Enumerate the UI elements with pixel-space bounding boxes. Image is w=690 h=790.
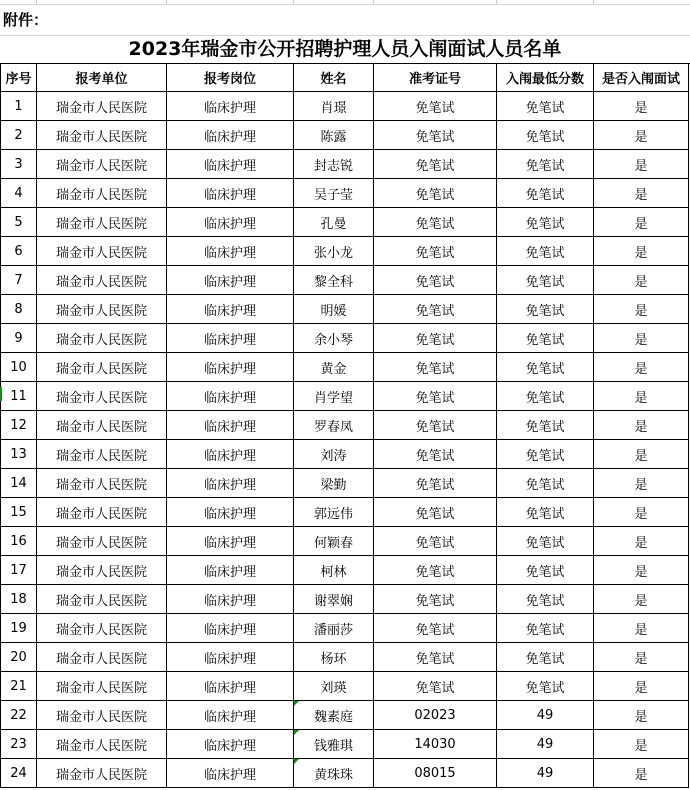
cell-unit[interactable]: 瑞金市人民医院 xyxy=(37,382,167,411)
cell-index[interactable]: 3 xyxy=(1,150,37,179)
cell-index[interactable]: 5 xyxy=(1,208,37,237)
cell-position[interactable]: 临床护理 xyxy=(167,382,294,411)
cell-unit[interactable]: 瑞金市人民医院 xyxy=(37,208,167,237)
cell-shortlisted[interactable]: 是 xyxy=(594,701,689,730)
cell-name[interactable]: 余小琴 xyxy=(294,324,374,353)
cell-unit[interactable]: 瑞金市人民医院 xyxy=(37,411,167,440)
cell-name[interactable]: 肖学望 xyxy=(294,382,374,411)
cell-min-score[interactable]: 免笔试 xyxy=(497,266,594,295)
table-row xyxy=(1,121,689,150)
cell-exam-number[interactable]: 14030 xyxy=(374,730,497,759)
cell-position[interactable]: 临床护理 xyxy=(167,440,294,469)
table-row xyxy=(1,498,689,527)
cell-shortlisted[interactable]: 是 xyxy=(594,266,689,295)
cell-position[interactable]: 临床护理 xyxy=(167,672,294,701)
cell-index[interactable]: 11 xyxy=(1,382,37,411)
table-row xyxy=(1,643,689,672)
cell-exam-number[interactable]: 免笔试 xyxy=(374,150,497,179)
cell-shortlisted[interactable]: 是 xyxy=(594,759,689,788)
cell-name[interactable]: 郭远伟 xyxy=(294,498,374,527)
cell-index[interactable]: 18 xyxy=(1,585,37,614)
table-row xyxy=(1,150,689,179)
cell-min-score[interactable]: 免笔试 xyxy=(497,672,594,701)
cell-exam-number[interactable]: 免笔试 xyxy=(374,469,497,498)
cell-position[interactable]: 临床护理 xyxy=(167,527,294,556)
cell-index[interactable]: 9 xyxy=(1,324,37,353)
cell-name[interactable]: 刘瑛 xyxy=(294,672,374,701)
attachment-row[interactable] xyxy=(0,5,690,36)
cell-exam-number[interactable]: 免笔试 xyxy=(374,208,497,237)
cell-position[interactable]: 临床护理 xyxy=(167,324,294,353)
cell-shortlisted[interactable]: 是 xyxy=(594,237,689,266)
column-header-shortlisted[interactable]: 是否入闱面试 xyxy=(594,64,689,92)
cell-name[interactable]: 封志锐 xyxy=(294,150,374,179)
column-header-min-score[interactable]: 入闱最低分数 xyxy=(497,64,594,92)
cell-unit[interactable]: 瑞金市人民医院 xyxy=(37,614,167,643)
cell-name[interactable]: 柯林 xyxy=(294,556,374,585)
cell-min-score[interactable]: 免笔试 xyxy=(497,411,594,440)
cell-unit[interactable]: 瑞金市人民医院 xyxy=(37,121,167,150)
cell-unit[interactable]: 瑞金市人民医院 xyxy=(37,324,167,353)
cell-shortlisted[interactable]: 是 xyxy=(594,295,689,324)
cell-shortlisted[interactable]: 是 xyxy=(594,469,689,498)
cell-min-score[interactable]: 免笔试 xyxy=(497,324,594,353)
cell-name[interactable]: 潘丽莎 xyxy=(294,614,374,643)
cell-shortlisted[interactable]: 是 xyxy=(594,643,689,672)
cell-exam-number[interactable]: 免笔试 xyxy=(374,585,497,614)
cell-min-score[interactable]: 免笔试 xyxy=(497,585,594,614)
cell-unit[interactable]: 瑞金市人民医院 xyxy=(37,92,167,121)
cell-exam-number[interactable]: 免笔试 xyxy=(374,324,497,353)
cell-min-score[interactable]: 免笔试 xyxy=(497,527,594,556)
cell-position[interactable]: 临床护理 xyxy=(167,266,294,295)
column-header-exam-number[interactable]: 准考证号 xyxy=(374,64,497,92)
cell-exam-number[interactable]: 免笔试 xyxy=(374,179,497,208)
cell-min-score[interactable]: 免笔试 xyxy=(497,121,594,150)
cell-unit[interactable]: 瑞金市人民医院 xyxy=(37,585,167,614)
cell-exam-number[interactable]: 免笔试 xyxy=(374,92,497,121)
cell-unit[interactable]: 瑞金市人民医院 xyxy=(37,672,167,701)
cell-index[interactable]: 22 xyxy=(1,701,37,730)
cell-shortlisted[interactable]: 是 xyxy=(594,440,689,469)
table-row xyxy=(1,208,689,237)
cell-unit[interactable]: 瑞金市人民医院 xyxy=(37,150,167,179)
cell-unit[interactable]: 瑞金市人民医院 xyxy=(37,527,167,556)
cell-min-score[interactable]: 免笔试 xyxy=(497,382,594,411)
cell-min-score[interactable]: 免笔试 xyxy=(497,150,594,179)
cell-name[interactable]: 魏素庭 xyxy=(294,701,374,730)
cell-index[interactable]: 7 xyxy=(1,266,37,295)
table-row xyxy=(1,759,689,788)
cell-name[interactable]: 刘涛 xyxy=(294,440,374,469)
cell-exam-number[interactable]: 免笔试 xyxy=(374,672,497,701)
cell-min-score[interactable]: 免笔试 xyxy=(497,614,594,643)
column-header-unit[interactable]: 报考单位 xyxy=(37,64,167,92)
cell-min-score[interactable]: 免笔试 xyxy=(497,208,594,237)
cell-unit[interactable]: 瑞金市人民医院 xyxy=(37,353,167,382)
cell-exam-number[interactable]: 免笔试 xyxy=(374,614,497,643)
cell-index[interactable]: 10 xyxy=(1,353,37,382)
cell-index[interactable]: 4 xyxy=(1,179,37,208)
cell-min-score[interactable]: 免笔试 xyxy=(497,643,594,672)
cell-unit[interactable]: 瑞金市人民医院 xyxy=(37,498,167,527)
cell-exam-number[interactable]: 免笔试 xyxy=(374,527,497,556)
table-row xyxy=(1,237,689,266)
cell-exam-number[interactable]: 免笔试 xyxy=(374,498,497,527)
cell-exam-number[interactable]: 免笔试 xyxy=(374,266,497,295)
cell-name[interactable]: 黄珠珠 xyxy=(294,759,374,788)
cell-min-score[interactable]: 免笔试 xyxy=(497,295,594,324)
cell-position[interactable]: 临床护理 xyxy=(167,498,294,527)
candidate-table xyxy=(0,63,689,788)
table-row xyxy=(1,179,689,208)
column-header-name[interactable]: 姓名 xyxy=(294,64,374,92)
cell-shortlisted[interactable]: 是 xyxy=(594,411,689,440)
table-row xyxy=(1,92,689,121)
cell-min-score[interactable]: 49 xyxy=(497,759,594,788)
cell-shortlisted[interactable]: 是 xyxy=(594,672,689,701)
cell-index[interactable]: 6 xyxy=(1,237,37,266)
cell-name[interactable]: 陈露 xyxy=(294,121,374,150)
cell-exam-number[interactable]: 免笔试 xyxy=(374,440,497,469)
cell-position[interactable]: 临床护理 xyxy=(167,585,294,614)
cell-shortlisted[interactable]: 是 xyxy=(594,614,689,643)
cell-position[interactable]: 临床护理 xyxy=(167,179,294,208)
table-row xyxy=(1,266,689,295)
cell-shortlisted[interactable]: 是 xyxy=(594,585,689,614)
cell-unit[interactable]: 瑞金市人民医院 xyxy=(37,237,167,266)
cell-exam-number[interactable]: 免笔试 xyxy=(374,411,497,440)
cell-name[interactable]: 谢翠娴 xyxy=(294,585,374,614)
cell-shortlisted[interactable]: 是 xyxy=(594,121,689,150)
cell-name[interactable]: 肖璟 xyxy=(294,92,374,121)
cell-min-score[interactable]: 免笔试 xyxy=(497,179,594,208)
cell-name[interactable]: 张小龙 xyxy=(294,237,374,266)
cell-name[interactable]: 黄金 xyxy=(294,353,374,382)
cell-shortlisted[interactable]: 是 xyxy=(594,208,689,237)
cell-shortlisted[interactable]: 是 xyxy=(594,498,689,527)
cell-min-score[interactable]: 49 xyxy=(497,730,594,759)
header-row xyxy=(1,64,689,92)
cell-shortlisted[interactable]: 是 xyxy=(594,556,689,585)
cell-position[interactable]: 临床护理 xyxy=(167,614,294,643)
cell-exam-number[interactable]: 免笔试 xyxy=(374,643,497,672)
cell-shortlisted[interactable]: 是 xyxy=(594,92,689,121)
cell-exam-number[interactable]: 免笔试 xyxy=(374,353,497,382)
cell-exam-number[interactable]: 免笔试 xyxy=(374,121,497,150)
cell-shortlisted[interactable]: 是 xyxy=(594,150,689,179)
table-row xyxy=(1,469,689,498)
table-row xyxy=(1,527,689,556)
cell-min-score[interactable]: 免笔试 xyxy=(497,92,594,121)
table-row xyxy=(1,614,689,643)
table-row xyxy=(1,730,689,759)
cell-shortlisted[interactable]: 是 xyxy=(594,324,689,353)
column-header-position[interactable]: 报考岗位 xyxy=(167,64,294,92)
cell-index[interactable]: 2 xyxy=(1,121,37,150)
cell-unit[interactable]: 瑞金市人民医院 xyxy=(37,556,167,585)
cell-unit[interactable]: 瑞金市人民医院 xyxy=(37,759,167,788)
table-row xyxy=(1,382,689,411)
cell-shortlisted[interactable]: 是 xyxy=(594,527,689,556)
table-row xyxy=(1,672,689,701)
cell-index[interactable]: 21 xyxy=(1,672,37,701)
table-row xyxy=(1,440,689,469)
cell-exam-number[interactable]: 08015 xyxy=(374,759,497,788)
cell-exam-number[interactable]: 免笔试 xyxy=(374,556,497,585)
row-edge-marker xyxy=(0,387,2,401)
cell-name[interactable]: 明媛 xyxy=(294,295,374,324)
table-row xyxy=(1,556,689,585)
cell-position[interactable]: 临床护理 xyxy=(167,759,294,788)
cell-index[interactable]: 17 xyxy=(1,556,37,585)
cell-position[interactable]: 临床护理 xyxy=(167,92,294,121)
cell-position[interactable]: 临床护理 xyxy=(167,556,294,585)
cell-index[interactable]: 16 xyxy=(1,527,37,556)
cell-index[interactable]: 23 xyxy=(1,730,37,759)
cell-index[interactable]: 14 xyxy=(1,469,37,498)
cell-min-score[interactable]: 免笔试 xyxy=(497,498,594,527)
cell-min-score[interactable]: 免笔试 xyxy=(497,556,594,585)
cell-position[interactable]: 临床护理 xyxy=(167,701,294,730)
cell-unit[interactable]: 瑞金市人民医院 xyxy=(37,266,167,295)
cell-min-score[interactable]: 免笔试 xyxy=(497,469,594,498)
cell-position[interactable]: 临床护理 xyxy=(167,121,294,150)
cell-shortlisted[interactable]: 是 xyxy=(594,179,689,208)
cell-name[interactable]: 何颖春 xyxy=(294,527,374,556)
cell-index[interactable]: 12 xyxy=(1,411,37,440)
cell-name[interactable]: 吴子莹 xyxy=(294,179,374,208)
cell-index[interactable]: 1 xyxy=(1,92,37,121)
cell-exam-number[interactable]: 免笔试 xyxy=(374,295,497,324)
table-row xyxy=(1,411,689,440)
cell-min-score[interactable]: 免笔试 xyxy=(497,353,594,382)
cell-unit[interactable]: 瑞金市人民医院 xyxy=(37,179,167,208)
table-row xyxy=(1,353,689,382)
cell-name[interactable]: 杨环 xyxy=(294,643,374,672)
cell-unit[interactable]: 瑞金市人民医院 xyxy=(37,440,167,469)
table-row xyxy=(1,585,689,614)
cell-unit[interactable]: 瑞金市人民医院 xyxy=(37,469,167,498)
cell-index[interactable]: 13 xyxy=(1,440,37,469)
document-title: 2023年瑞金市公开招聘护理人员入闱面试人员名单 xyxy=(0,35,690,64)
cell-exam-number[interactable]: 免笔试 xyxy=(374,237,497,266)
cell-exam-number[interactable]: 免笔试 xyxy=(374,382,497,411)
cell-min-score[interactable]: 免笔试 xyxy=(497,237,594,266)
cell-index[interactable]: 8 xyxy=(1,295,37,324)
cell-name[interactable]: 钱雅琪 xyxy=(294,730,374,759)
cell-unit[interactable]: 瑞金市人民医院 xyxy=(37,730,167,759)
cell-index[interactable]: 24 xyxy=(1,759,37,788)
cell-name[interactable]: 梁勤 xyxy=(294,469,374,498)
cell-name[interactable]: 罗春凤 xyxy=(294,411,374,440)
table-row xyxy=(1,324,689,353)
cell-exam-number[interactable]: 02023 xyxy=(374,701,497,730)
cell-position[interactable]: 临床护理 xyxy=(167,150,294,179)
cell-position[interactable]: 临床护理 xyxy=(167,643,294,672)
cell-position[interactable]: 临床护理 xyxy=(167,237,294,266)
cell-index[interactable]: 20 xyxy=(1,643,37,672)
attachment-label: 附件： xyxy=(3,11,49,29)
cell-position[interactable]: 临床护理 xyxy=(167,295,294,324)
cell-name[interactable]: 黎全科 xyxy=(294,266,374,295)
cell-index[interactable]: 19 xyxy=(1,614,37,643)
cell-unit[interactable]: 瑞金市人民医院 xyxy=(37,295,167,324)
cell-shortlisted[interactable]: 是 xyxy=(594,382,689,411)
cell-position[interactable]: 临床护理 xyxy=(167,730,294,759)
column-header-index[interactable]: 序号 xyxy=(1,64,37,92)
cell-shortlisted[interactable]: 是 xyxy=(594,730,689,759)
cell-shortlisted[interactable]: 是 xyxy=(594,353,689,382)
cell-name[interactable]: 孔曼 xyxy=(294,208,374,237)
table-row xyxy=(1,295,689,324)
cell-min-score[interactable]: 49 xyxy=(497,701,594,730)
cell-min-score[interactable]: 免笔试 xyxy=(497,440,594,469)
cell-unit[interactable]: 瑞金市人民医院 xyxy=(37,701,167,730)
cell-position[interactable]: 临床护理 xyxy=(167,411,294,440)
cell-position[interactable]: 临床护理 xyxy=(167,208,294,237)
cell-position[interactable]: 临床护理 xyxy=(167,469,294,498)
cell-unit[interactable]: 瑞金市人民医院 xyxy=(37,643,167,672)
cell-index[interactable]: 15 xyxy=(1,498,37,527)
cell-position[interactable]: 临床护理 xyxy=(167,353,294,382)
table-row xyxy=(1,701,689,730)
